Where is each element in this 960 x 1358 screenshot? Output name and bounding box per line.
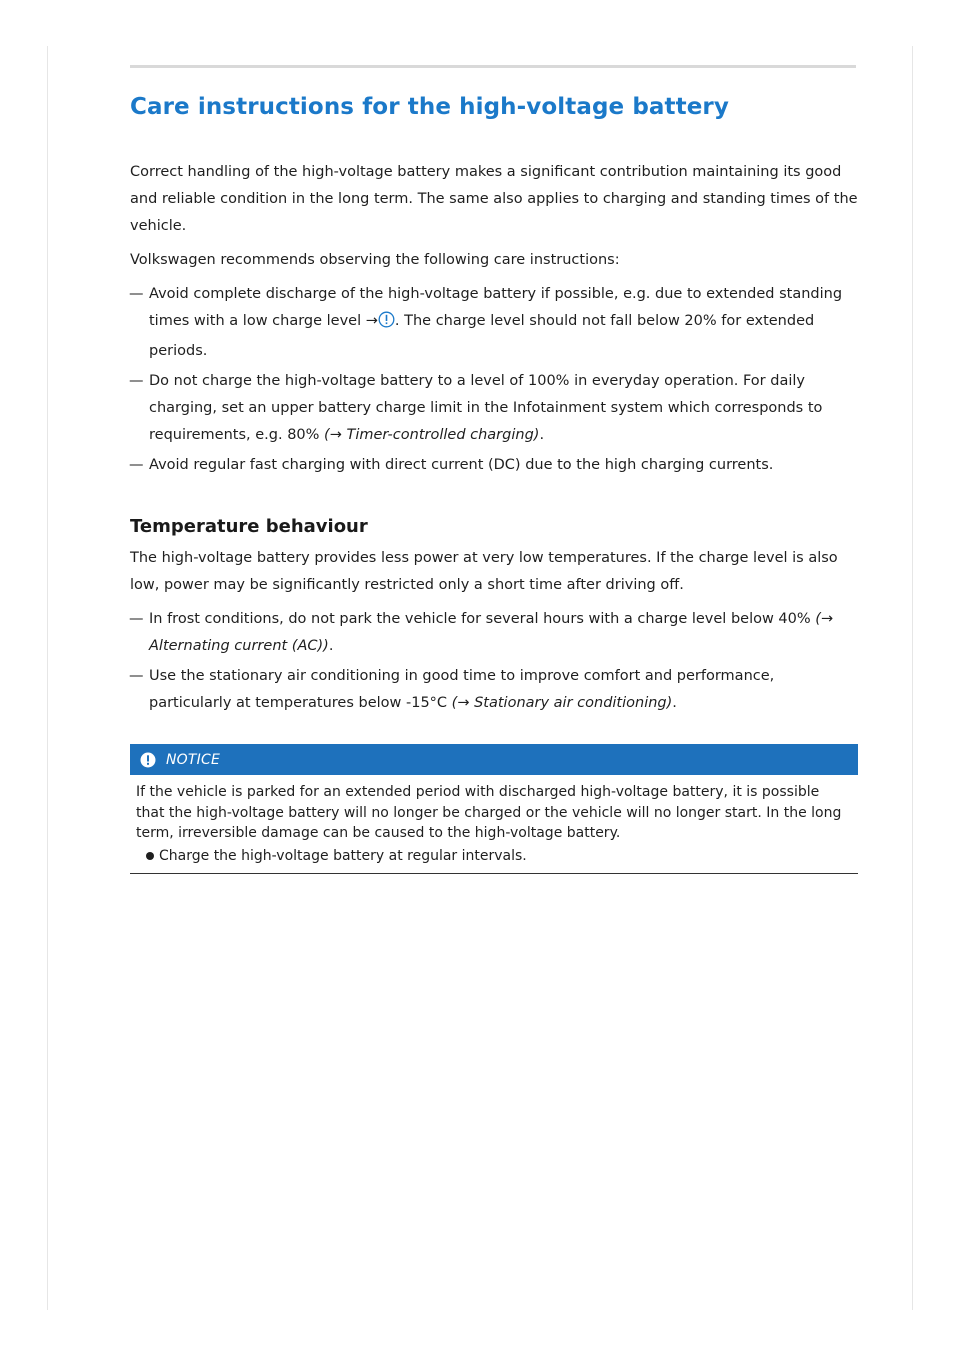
arrow-glyph[interactable]: →: [365, 313, 378, 329]
dash-marker: —: [129, 457, 144, 473]
dash-marker: —: [129, 286, 144, 302]
item-text: In frost conditions, do not park the vehicle for several hours with a charge level below 40%: [149, 611, 811, 627]
temperature-list: [130, 606, 858, 717]
exclamation-icon: [140, 752, 156, 768]
care-instructions-list: [130, 281, 858, 479]
list-item: [130, 368, 858, 449]
temperature-intro: The high-voltage battery provides less power at very low temperatures. If the charge level is also low, power may be significantly restricted only a short time after driving off.: [130, 550, 838, 593]
alternating-current-link[interactable]: (→ Alternating current (AC)): [149, 611, 834, 654]
item-text-after: .: [539, 427, 545, 443]
item-text: Avoid complete discharge of the high-voltage battery if possible, e.g. due to extended standing times with a low charge level: [149, 286, 843, 329]
header-rule: [130, 65, 856, 68]
item-text: Do not charge the high-voltage battery to a level of 100% in everyday operation. For daily charging, set an upper battery charge limit in the Infotainment system which corresponds to requirements, e.g. 80%: [149, 373, 823, 443]
page-right-edge: [912, 46, 913, 1310]
stationary-air-conditioning-link[interactable]: (→ Stationary air conditioning): [451, 695, 673, 711]
section-intro: Correct handling of the high-voltage battery makes a significant contribution maintaining its good and reliable condition in the long term. The same also applies to charging and standing times of the vehicle.: [130, 164, 858, 234]
dash-marker: —: [129, 373, 144, 389]
timer-charging-link[interactable]: (→ Timer-controlled charging): [324, 427, 540, 443]
notice-title: NOTICE: [166, 751, 220, 768]
notice-bullet-text: Charge the high-voltage battery at regular intervals.: [159, 847, 527, 864]
list-item: [130, 281, 858, 365]
item-text: Use the stationary air conditioning in good time to improve comfort and performance, particularly at temperatures below -15°C: [149, 668, 775, 711]
list-item: [130, 452, 858, 479]
page-left-edge: [47, 46, 48, 1310]
item-text-after: .: [672, 695, 677, 711]
section-title: Care instructions for the high-voltage battery: [130, 94, 729, 120]
notice-warning-icon[interactable]: [378, 311, 395, 338]
page-content: [130, 88, 858, 874]
bullet-dot-icon: [146, 852, 154, 860]
notice-bullet: [136, 845, 852, 867]
notice-body: [130, 775, 858, 874]
notice-header: [130, 744, 858, 775]
item-text: Avoid regular fast charging with direct current (DC) due to the high charging currents.: [149, 457, 774, 473]
item-text-after: .: [328, 638, 334, 654]
notice-box: [130, 744, 858, 874]
list-item: [130, 606, 858, 660]
temperature-heading: Temperature behaviour: [130, 516, 368, 537]
item-text-after: . The charge level should not fall below 20% for extended periods.: [149, 313, 815, 359]
list-item: [130, 663, 858, 717]
notice-text: If the vehicle is parked for an extended period with discharged high-voltage battery, it is possible that the high-voltage battery will no longer be charged or the vehicle will no longer start. In the long term, irreversible damage can be caused to the high-voltage battery.: [136, 784, 842, 841]
care-lead: Volkswagen recommends observing the following care instructions:: [130, 252, 620, 268]
dash-marker: —: [129, 611, 144, 627]
dash-marker: —: [129, 668, 144, 684]
